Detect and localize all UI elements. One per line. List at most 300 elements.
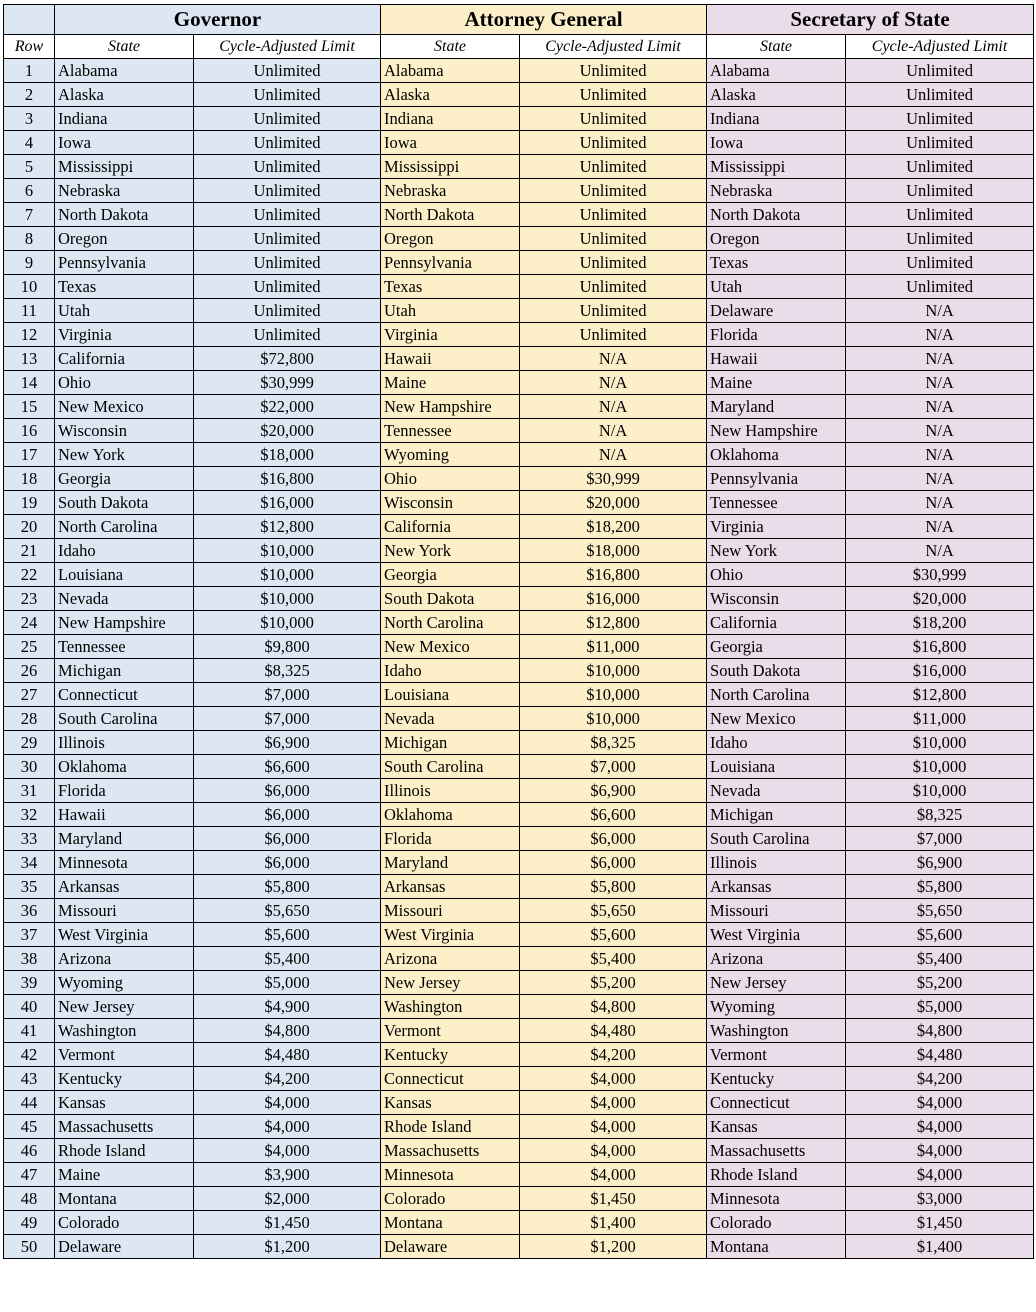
secretary-of-state-state-cell: Texas [707,251,846,275]
secretary-of-state-limit-cell: N/A [846,395,1034,419]
secretary-of-state-limit-cell: $5,650 [846,899,1034,923]
governor-limit-cell: $20,000 [194,419,381,443]
governor-limit-cell: Unlimited [194,251,381,275]
governor-limit-cell: $3,900 [194,1163,381,1187]
attorney-general-state-cell: Massachusetts [381,1139,520,1163]
governor-limit-cell: $4,000 [194,1091,381,1115]
attorney-general-state-cell: New Hampshire [381,395,520,419]
attorney-general-state-cell: South Carolina [381,755,520,779]
row-number-cell: 17 [4,443,55,467]
attorney-general-state-cell: Kentucky [381,1043,520,1067]
governor-state-cell: South Carolina [55,707,194,731]
secretary-of-state-state-cell: Indiana [707,107,846,131]
row-number-cell: 6 [4,179,55,203]
attorney-general-limit-cell: $5,650 [520,899,707,923]
attorney-general-limit-cell: $6,600 [520,803,707,827]
attorney-general-state-cell: Hawaii [381,347,520,371]
attorney-general-state-header: State [381,35,520,59]
attorney-general-state-cell: Washington [381,995,520,1019]
row-number-cell: 4 [4,131,55,155]
secretary-of-state-limit-cell: N/A [846,491,1034,515]
secretary-of-state-limit-cell: Unlimited [846,275,1034,299]
row-number-cell: 37 [4,923,55,947]
row-number-cell: 26 [4,659,55,683]
governor-state-cell: Massachusetts [55,1115,194,1139]
attorney-general-limit-cell: $16,000 [520,587,707,611]
secretary-of-state-limit-cell: N/A [846,371,1034,395]
governor-state-cell: West Virginia [55,923,194,947]
table-row [4,1235,1034,1259]
governor-state-cell: Washington [55,1019,194,1043]
governor-limit-cell: $10,000 [194,587,381,611]
governor-limit-cell: Unlimited [194,155,381,179]
governor-limit-cell: $5,600 [194,923,381,947]
secretary-of-state-state-cell: Montana [707,1235,846,1259]
secretary-of-state-state-cell: Kentucky [707,1067,846,1091]
governor-limit-cell: $7,000 [194,683,381,707]
governor-state-cell: Vermont [55,1043,194,1067]
attorney-general-limit-cell: $4,000 [520,1091,707,1115]
attorney-general-state-cell: Georgia [381,563,520,587]
secretary-of-state-limit-cell: Unlimited [846,83,1034,107]
secretary-of-state-state-cell: Ohio [707,563,846,587]
attorney-general-state-cell: Missouri [381,899,520,923]
secretary-of-state-limit-cell: N/A [846,467,1034,491]
attorney-general-limit-cell: $4,200 [520,1043,707,1067]
secretary-of-state-limit-cell: $8,325 [846,803,1034,827]
secretary-of-state-limit-cell: $10,000 [846,755,1034,779]
governor-state-cell: Wyoming [55,971,194,995]
table-row [4,899,1034,923]
attorney-general-limit-cell: $12,800 [520,611,707,635]
secretary-of-state-state-cell: Georgia [707,635,846,659]
table-body [4,59,1034,1259]
governor-state-cell: Alabama [55,59,194,83]
table-row [4,1139,1034,1163]
table-row [4,395,1034,419]
governor-limit-cell: $22,000 [194,395,381,419]
governor-limit-cell: $6,000 [194,827,381,851]
secretary-of-state-state-cell: Mississippi [707,155,846,179]
table-row [4,875,1034,899]
attorney-general-limit-cell: N/A [520,347,707,371]
row-number-cell: 32 [4,803,55,827]
secretary-of-state-state-cell: Hawaii [707,347,846,371]
attorney-general-limit-cell: $4,480 [520,1019,707,1043]
table-row [4,371,1034,395]
attorney-general-limit-cell: $6,000 [520,827,707,851]
attorney-general-state-cell: Tennessee [381,419,520,443]
row-number-cell: 49 [4,1211,55,1235]
secretary-of-state-limit-cell: $10,000 [846,779,1034,803]
governor-limit-cell: Unlimited [194,107,381,131]
secretary-of-state-limit-cell: $18,200 [846,611,1034,635]
secretary-of-state-limit-cell: Unlimited [846,203,1034,227]
governor-limit-cell: $4,480 [194,1043,381,1067]
governor-state-cell: Illinois [55,731,194,755]
table-row [4,155,1034,179]
governor-limit-cell: $16,000 [194,491,381,515]
table-row [4,275,1034,299]
secretary-of-state-limit-cell: Unlimited [846,227,1034,251]
attorney-general-state-cell: Kansas [381,1091,520,1115]
governor-limit-cell: $5,400 [194,947,381,971]
row-number-cell: 34 [4,851,55,875]
table-row [4,1211,1034,1235]
governor-state-cell: Montana [55,1187,194,1211]
attorney-general-state-cell: Ohio [381,467,520,491]
row-number-cell: 43 [4,1067,55,1091]
table-row [4,1187,1034,1211]
attorney-general-state-cell: Indiana [381,107,520,131]
table-row [4,467,1034,491]
corner-cell [4,5,55,35]
governor-state-cell: Arkansas [55,875,194,899]
secretary-of-state-state-cell: Tennessee [707,491,846,515]
table-row [4,851,1034,875]
secretary-of-state-state-cell: South Carolina [707,827,846,851]
row-number-cell: 22 [4,563,55,587]
governor-state-cell: Maryland [55,827,194,851]
secretary-of-state-limit-cell: $5,800 [846,875,1034,899]
governor-state-cell: North Dakota [55,203,194,227]
row-number-cell: 27 [4,683,55,707]
attorney-general-state-cell: Montana [381,1211,520,1235]
table-row [4,635,1034,659]
attorney-general-limit-cell: $18,000 [520,539,707,563]
table-row [4,1067,1034,1091]
governor-state-cell: Utah [55,299,194,323]
governor-limit-cell: $18,000 [194,443,381,467]
table-row [4,227,1034,251]
row-number-cell: 48 [4,1187,55,1211]
secretary-of-state-state-cell: Connecticut [707,1091,846,1115]
office-header-row [4,5,1034,35]
row-number-cell: 1 [4,59,55,83]
attorney-general-state-cell: Vermont [381,1019,520,1043]
attorney-general-state-cell: Oregon [381,227,520,251]
secretary-of-state-limit-cell: $5,200 [846,971,1034,995]
row-number-cell: 13 [4,347,55,371]
row-number-cell: 41 [4,1019,55,1043]
attorney-general-limit-cell: $10,000 [520,659,707,683]
attorney-general-limit-cell: Unlimited [520,83,707,107]
secretary-of-state-state-cell: Iowa [707,131,846,155]
secretary-of-state-limit-cell: Unlimited [846,155,1034,179]
attorney-general-limit-header: Cycle-Adjusted Limit [520,35,707,59]
row-number-cell: 20 [4,515,55,539]
attorney-general-state-cell: Minnesota [381,1163,520,1187]
attorney-general-limit-cell: Unlimited [520,107,707,131]
attorney-general-state-cell: Virginia [381,323,520,347]
governor-limit-cell: $10,000 [194,611,381,635]
secretary-of-state-state-cell: Colorado [707,1211,846,1235]
secretary-of-state-limit-cell: N/A [846,539,1034,563]
row-number-cell: 42 [4,1043,55,1067]
table-row [4,299,1034,323]
secretary-of-state-limit-cell: $5,000 [846,995,1034,1019]
attorney-general-limit-cell: Unlimited [520,275,707,299]
attorney-general-state-cell: Illinois [381,779,520,803]
secretary-of-state-state-cell: Idaho [707,731,846,755]
governor-state-cell: Minnesota [55,851,194,875]
governor-limit-cell: $6,900 [194,731,381,755]
row-number-cell: 35 [4,875,55,899]
row-number-cell: 47 [4,1163,55,1187]
secretary-of-state-state-cell: California [707,611,846,635]
governor-limit-cell: $16,800 [194,467,381,491]
row-number-cell: 46 [4,1139,55,1163]
governor-header: Governor [55,5,381,35]
attorney-general-state-cell: New Jersey [381,971,520,995]
governor-limit-cell: Unlimited [194,275,381,299]
governor-state-cell: Michigan [55,659,194,683]
governor-state-cell: Idaho [55,539,194,563]
attorney-general-state-cell: Texas [381,275,520,299]
governor-state-cell: Iowa [55,131,194,155]
attorney-general-state-cell: Rhode Island [381,1115,520,1139]
governor-limit-cell: $10,000 [194,563,381,587]
governor-limit-cell: Unlimited [194,299,381,323]
row-number-cell: 8 [4,227,55,251]
secretary-of-state-limit-cell: $1,400 [846,1235,1034,1259]
secretary-of-state-state-cell: New Hampshire [707,419,846,443]
row-number-cell: 5 [4,155,55,179]
governor-state-cell: Oregon [55,227,194,251]
secretary-of-state-state-cell: Delaware [707,299,846,323]
row-number-cell: 28 [4,707,55,731]
attorney-general-state-cell: Nevada [381,707,520,731]
attorney-general-limit-cell: $7,000 [520,755,707,779]
attorney-general-state-cell: Connecticut [381,1067,520,1091]
table-row [4,587,1034,611]
secretary-of-state-state-cell: West Virginia [707,923,846,947]
governor-limit-cell: $2,000 [194,1187,381,1211]
governor-state-cell: Tennessee [55,635,194,659]
attorney-general-limit-cell: $5,800 [520,875,707,899]
governor-limit-cell: Unlimited [194,323,381,347]
secretary-of-state-limit-cell: $4,480 [846,1043,1034,1067]
attorney-general-state-cell: Arkansas [381,875,520,899]
attorney-general-state-cell: Maine [381,371,520,395]
table-row [4,755,1034,779]
secretary-of-state-limit-cell: N/A [846,515,1034,539]
governor-state-cell: Nebraska [55,179,194,203]
secretary-of-state-state-cell: Minnesota [707,1187,846,1211]
table-row [4,443,1034,467]
attorney-general-limit-cell: $11,000 [520,635,707,659]
governor-limit-header: Cycle-Adjusted Limit [194,35,381,59]
row-number-cell: 36 [4,899,55,923]
table-row [4,683,1034,707]
secretary-of-state-state-cell: Vermont [707,1043,846,1067]
secretary-of-state-limit-cell: $1,450 [846,1211,1034,1235]
attorney-general-limit-cell: $10,000 [520,683,707,707]
governor-state-cell: Kansas [55,1091,194,1115]
row-number-cell: 33 [4,827,55,851]
governor-limit-cell: $1,200 [194,1235,381,1259]
table-row [4,1091,1034,1115]
governor-limit-cell: $7,000 [194,707,381,731]
secretary-of-state-state-cell: Nebraska [707,179,846,203]
governor-state-cell: New Jersey [55,995,194,1019]
secretary-of-state-state-cell: Pennsylvania [707,467,846,491]
attorney-general-limit-cell: $1,200 [520,1235,707,1259]
governor-state-cell: Virginia [55,323,194,347]
attorney-general-state-cell: Idaho [381,659,520,683]
attorney-general-state-cell: Alaska [381,83,520,107]
attorney-general-limit-cell: Unlimited [520,203,707,227]
secretary-of-state-state-cell: Oregon [707,227,846,251]
contribution-limits-table [3,4,1034,1259]
governor-limit-cell: $5,800 [194,875,381,899]
secretary-of-state-state-cell: New Jersey [707,971,846,995]
governor-limit-cell: $4,900 [194,995,381,1019]
attorney-general-limit-cell: $4,000 [520,1163,707,1187]
table-row [4,203,1034,227]
row-number-cell: 9 [4,251,55,275]
governor-state-cell: Nevada [55,587,194,611]
governor-limit-cell: $5,000 [194,971,381,995]
attorney-general-state-cell: Michigan [381,731,520,755]
governor-limit-cell: Unlimited [194,59,381,83]
attorney-general-state-cell: California [381,515,520,539]
attorney-general-state-cell: Florida [381,827,520,851]
row-number-cell: 15 [4,395,55,419]
attorney-general-limit-cell: $5,200 [520,971,707,995]
secretary-of-state-limit-cell: Unlimited [846,131,1034,155]
attorney-general-limit-cell: N/A [520,395,707,419]
row-number-cell: 12 [4,323,55,347]
secretary-of-state-limit-cell: N/A [846,323,1034,347]
governor-state-cell: Delaware [55,1235,194,1259]
attorney-general-limit-cell: N/A [520,443,707,467]
secretary-of-state-state-cell: Kansas [707,1115,846,1139]
table-row [4,59,1034,83]
governor-limit-cell: $12,800 [194,515,381,539]
governor-state-cell: Arizona [55,947,194,971]
attorney-general-state-cell: Iowa [381,131,520,155]
attorney-general-limit-cell: $6,000 [520,851,707,875]
governor-limit-cell: $1,450 [194,1211,381,1235]
secretary-of-state-state-cell: Missouri [707,899,846,923]
row-number-cell: 25 [4,635,55,659]
attorney-general-limit-cell: $4,000 [520,1115,707,1139]
governor-limit-cell: Unlimited [194,131,381,155]
governor-state-cell: Oklahoma [55,755,194,779]
secretary-of-state-limit-cell: $4,000 [846,1163,1034,1187]
attorney-general-limit-cell: $8,325 [520,731,707,755]
governor-state-cell: Kentucky [55,1067,194,1091]
table-row [4,923,1034,947]
table-row [4,347,1034,371]
secretary-of-state-limit-cell: $4,800 [846,1019,1034,1043]
table-row [4,1115,1034,1139]
attorney-general-limit-cell: Unlimited [520,299,707,323]
secretary-of-state-state-cell: Washington [707,1019,846,1043]
attorney-general-limit-cell: $5,600 [520,923,707,947]
row-number-cell: 21 [4,539,55,563]
attorney-general-state-cell: Oklahoma [381,803,520,827]
attorney-general-state-cell: Pennsylvania [381,251,520,275]
secretary-of-state-limit-cell: $4,000 [846,1091,1034,1115]
secretary-of-state-state-cell: Utah [707,275,846,299]
secretary-of-state-limit-cell: N/A [846,299,1034,323]
secretary-of-state-limit-cell: $4,000 [846,1115,1034,1139]
row-number-cell: 3 [4,107,55,131]
table-row [4,1163,1034,1187]
governor-limit-cell: $9,800 [194,635,381,659]
secretary-of-state-limit-cell: N/A [846,443,1034,467]
row-number-cell: 29 [4,731,55,755]
attorney-general-state-cell: Utah [381,299,520,323]
secretary-of-state-state-cell: Oklahoma [707,443,846,467]
attorney-general-state-cell: Wisconsin [381,491,520,515]
secretary-of-state-limit-cell: Unlimited [846,179,1034,203]
attorney-general-limit-cell: $6,900 [520,779,707,803]
secretary-of-state-state-cell: Arkansas [707,875,846,899]
table-row [4,251,1034,275]
secretary-of-state-state-cell: Florida [707,323,846,347]
table-row [4,971,1034,995]
row-number-cell: 7 [4,203,55,227]
attorney-general-limit-cell: Unlimited [520,131,707,155]
row-number-cell: 14 [4,371,55,395]
attorney-general-state-cell: Wyoming [381,443,520,467]
table-row [4,1019,1034,1043]
secretary-of-state-state-cell: Michigan [707,803,846,827]
governor-state-cell: Colorado [55,1211,194,1235]
governor-state-cell: Pennsylvania [55,251,194,275]
secretary-of-state-limit-cell: $6,900 [846,851,1034,875]
table-row [4,731,1034,755]
secretary-of-state-state-cell: New Mexico [707,707,846,731]
table-row [4,323,1034,347]
attorney-general-state-cell: New Mexico [381,635,520,659]
governor-limit-cell: $30,999 [194,371,381,395]
attorney-general-state-cell: New York [381,539,520,563]
attorney-general-limit-cell: $10,000 [520,707,707,731]
governor-limit-cell: $5,650 [194,899,381,923]
secretary-of-state-state-cell: Massachusetts [707,1139,846,1163]
secretary-of-state-state-cell: New York [707,539,846,563]
governor-state-cell: California [55,347,194,371]
row-number-cell: 45 [4,1115,55,1139]
attorney-general-limit-cell: $20,000 [520,491,707,515]
secretary-of-state-limit-cell: $5,600 [846,923,1034,947]
row-number-cell: 19 [4,491,55,515]
governor-state-cell: Georgia [55,467,194,491]
attorney-general-state-cell: Nebraska [381,179,520,203]
attorney-general-limit-cell: $18,200 [520,515,707,539]
attorney-general-state-cell: Louisiana [381,683,520,707]
table-row [4,611,1034,635]
governor-state-cell: New Mexico [55,395,194,419]
attorney-general-state-cell: Alabama [381,59,520,83]
attorney-general-limit-cell: $4,000 [520,1067,707,1091]
secretary-of-state-state-cell: Rhode Island [707,1163,846,1187]
attorney-general-limit-cell: Unlimited [520,179,707,203]
row-number-cell: 24 [4,611,55,635]
governor-limit-cell: $4,000 [194,1139,381,1163]
attorney-general-limit-cell: Unlimited [520,227,707,251]
governor-state-cell: New York [55,443,194,467]
governor-limit-cell: $4,200 [194,1067,381,1091]
row-number-cell: 50 [4,1235,55,1259]
attorney-general-limit-cell: $4,800 [520,995,707,1019]
governor-state-cell: Maine [55,1163,194,1187]
governor-state-cell: Florida [55,779,194,803]
